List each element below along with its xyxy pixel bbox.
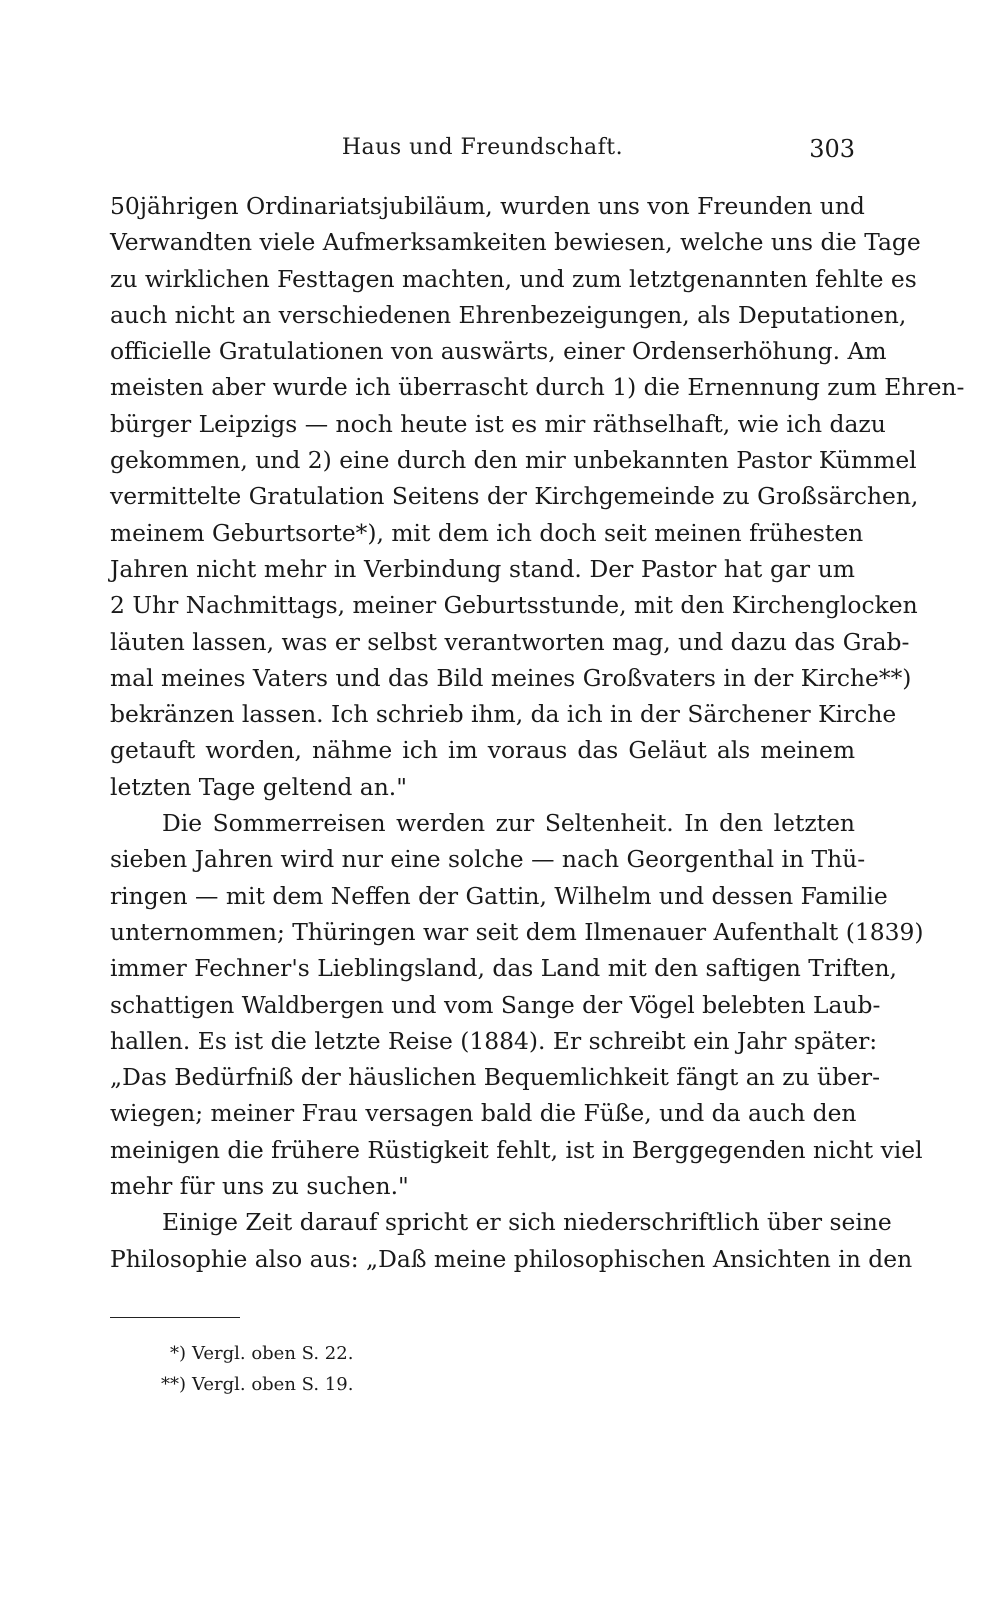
paragraph-1 xyxy=(110,188,965,805)
text-line: officielle Gratulationen von auswärts, einer Ordenserhöhung. Am xyxy=(110,337,887,366)
text-line: unternommen; Thüringen war seit dem Ilmenauer Aufenthalt (1839) xyxy=(110,917,924,946)
text-line: Philosophie also aus: „Daß meine philosophischen Ansichten in den xyxy=(110,1244,913,1273)
paragraph-2 xyxy=(110,805,924,1204)
text-line: Einige Zeit darauf spricht er sich niederschriftlich über seine xyxy=(162,1208,892,1237)
text-line: meinem Geburtsorte*), mit dem ich doch seit meinen frühesten xyxy=(110,518,864,547)
text-line: bekränzen lassen. Ich schrieb ihm, da ich in der Särchener Kirche xyxy=(110,700,897,729)
body-text xyxy=(110,188,965,1277)
text-line: immer Fechner's Lieblingsland, das Land mit den saftigen Triften, xyxy=(110,954,897,983)
text-line: „Das Bedürfniß der häuslichen Bequemlichkeit fängt an zu über- xyxy=(110,1063,881,1092)
text-line: vermittelte Gratulation Seitens der Kirchgemeinde zu Großsärchen, xyxy=(110,482,919,511)
footnote-marker: **) xyxy=(160,1374,186,1395)
text-line: getauft worden, nähme ich im voraus das Geläut als meinem xyxy=(110,736,855,765)
footnote xyxy=(150,1369,353,1400)
text-line: läuten lassen, was er selbst verantworten mag, und dazu das Grab- xyxy=(110,627,910,656)
text-line: hallen. Es ist die letzte Reise (1884). Er schreibt ein Jahr später: xyxy=(110,1026,878,1055)
text-line: gekommen, und 2) eine durch den mir unbekannten Pastor Kümmel xyxy=(110,446,917,475)
text-line: mal meines Vaters und das Bild meines Großvaters in der Kirche**) xyxy=(110,663,912,692)
text-line: meisten aber wurde ich überrascht durch 1) die Ernennung zum Ehren- xyxy=(110,373,965,402)
paragraph-3 xyxy=(110,1204,913,1277)
text-line: zu wirklichen Festtagen machten, und zum letztgenannten fehlte es xyxy=(110,264,917,293)
running-title: Haus und Freundschaft. xyxy=(341,135,624,160)
footnotes xyxy=(150,1338,353,1400)
text-line: ringen — mit dem Neffen der Gattin, Wilhelm und dessen Familie xyxy=(110,881,888,910)
text-line: mehr für uns zu suchen." xyxy=(110,1172,409,1201)
text-line: 50jährigen Ordinariatsjubiläum, wurden uns von Freunden und xyxy=(110,192,865,220)
page-number: 303 xyxy=(809,135,855,163)
text-line: 2 Uhr Nachmittags, meiner Geburtsstunde, mit den Kirchenglocken xyxy=(110,591,918,620)
text-line: auch nicht an verschiedenen Ehrenbezeigungen, als Deputationen, xyxy=(110,300,907,329)
text-line: wiegen; meiner Frau versagen bald die Füße, und da auch den xyxy=(110,1099,857,1128)
text-line: sieben Jahren wird nur eine solche — nach Georgenthal in Thü- xyxy=(110,845,866,874)
text-line: letzten Tage geltend an." xyxy=(110,772,407,801)
running-head xyxy=(110,135,855,167)
text-line: Verwandten viele Aufmerksamkeiten bewiesen, welche uns die Tage xyxy=(110,228,921,257)
text-line: meinigen die frühere Rüstigkeit fehlt, ist in Berggegenden nicht viel xyxy=(110,1135,923,1164)
footnote-text: Vergl. oben S. 19. xyxy=(192,1374,354,1395)
footnote-divider xyxy=(110,1317,240,1318)
footnote-text: Vergl. oben S. 22. xyxy=(192,1343,354,1364)
footnote xyxy=(150,1338,353,1369)
text-line: schattigen Waldbergen und vom Sange der Vögel belebten Laub- xyxy=(110,990,881,1019)
text-line: Jahren nicht mehr in Verbindung stand. Der Pastor hat gar um xyxy=(110,554,855,583)
text-line: bürger Leipzigs — noch heute ist es mir räthselhaft, wie ich dazu xyxy=(110,409,886,438)
footnote-marker: *) xyxy=(169,1343,186,1364)
text-line: Die Sommerreisen werden zur Seltenheit. In den letzten xyxy=(162,809,855,838)
